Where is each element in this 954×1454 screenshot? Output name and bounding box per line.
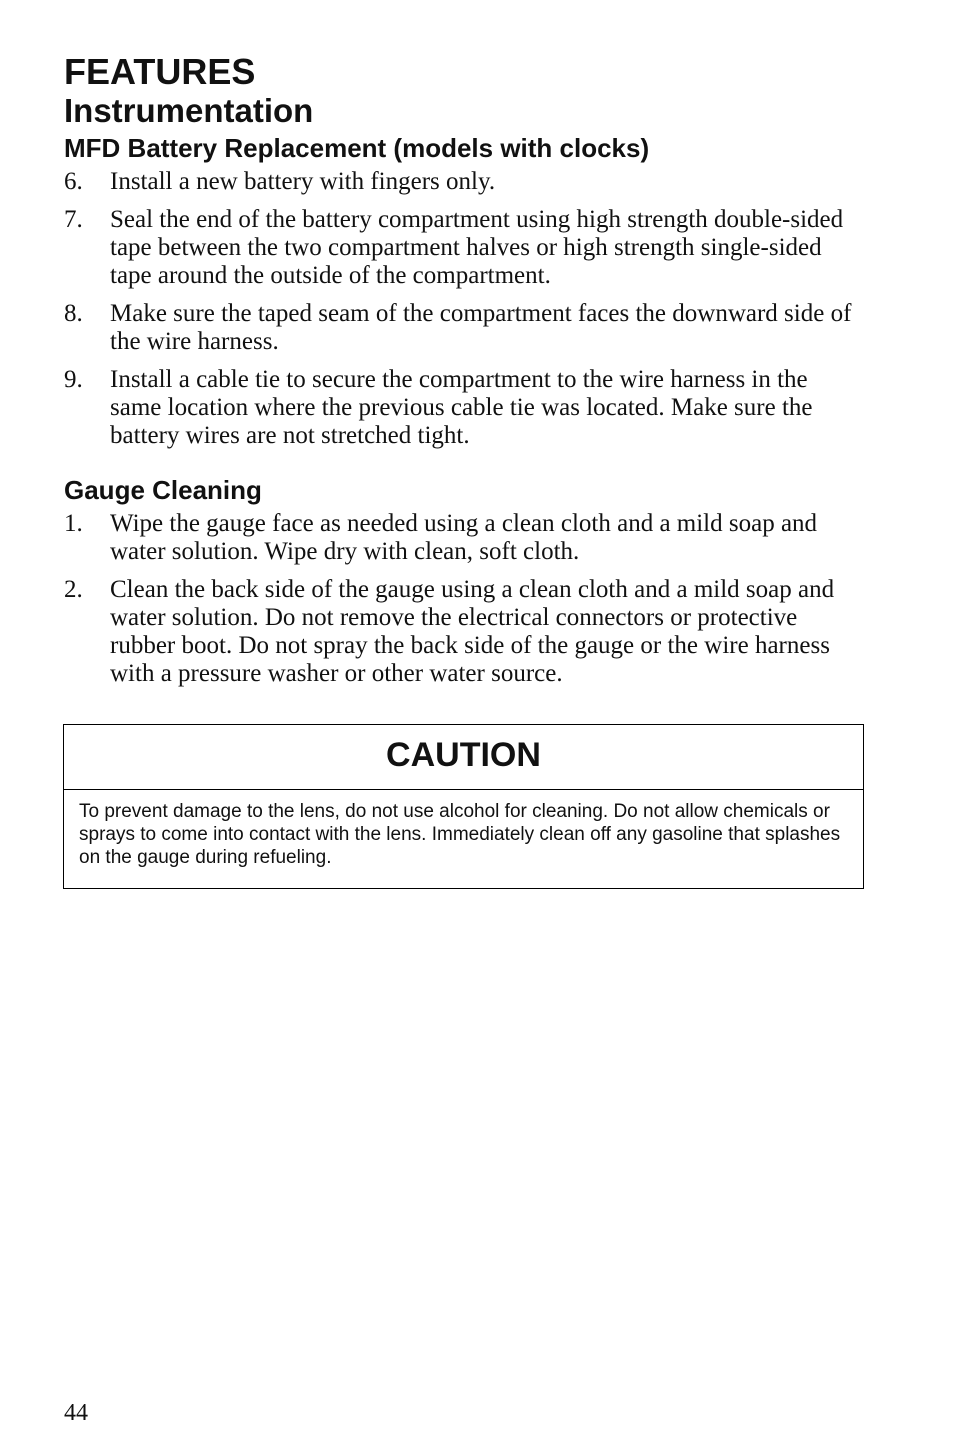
cleaning-steps	[64, 510, 864, 688]
step-text: Seal the end of the battery compartment using high strength double-sided tape between the two compartment halves or high strength single-sided tape around the outside of the compartment.	[110, 206, 844, 289]
step-number: 1.	[64, 510, 83, 537]
section-heading: FEATURES	[64, 51, 256, 92]
step-number: 8.	[64, 300, 83, 327]
page-title: Instrumentation	[64, 92, 314, 129]
list-item	[64, 576, 864, 688]
step-text: Install a cable tie to secure the compartment to the wire harness in the same location where the previous cable tie was located. Make sure the battery wires are not stretched tight.	[110, 366, 813, 449]
step-number: 9.	[64, 366, 83, 393]
cleaning-heading: Gauge Cleaning	[64, 475, 262, 505]
list-item	[64, 300, 864, 356]
step-text: Make sure the taped seam of the compartment faces the downward side of the wire harness.	[110, 300, 852, 355]
list-item	[64, 168, 864, 196]
step-number: 2.	[64, 576, 83, 603]
step-text: Wipe the gauge face as needed using a clean cloth and a mild soap and water solution. Wipe dry with clean, soft cloth.	[110, 510, 818, 565]
step-text: Install a new battery with fingers only.	[110, 168, 496, 195]
caution-text: To prevent damage to the lens, do not use alcohol for cleaning. Do not allow chemicals or sprays to come into contact with the lens. Immediately clean off any gasoline that splashes on the gauge during refueling.	[79, 801, 841, 868]
list-item	[64, 206, 864, 290]
battery-heading: MFD Battery Replacement (models with clocks)	[64, 133, 650, 163]
battery-steps	[64, 168, 864, 450]
step-number: 6.	[64, 168, 83, 195]
step-number: 7.	[64, 206, 83, 233]
step-text: Clean the back side of the gauge using a clean cloth and a mild soap and water solution. Do not remove the electrical connectors or protective rubber boot. Do not spray the back side of the gauge or the wire harness with a pressure washer or other water source.	[110, 576, 835, 687]
list-item	[64, 510, 864, 566]
caution-title: CAUTION	[64, 725, 863, 790]
page-content	[64, 52, 864, 698]
caution-box	[63, 724, 864, 889]
list-item	[64, 366, 864, 450]
page-number: 44	[64, 1400, 88, 1426]
